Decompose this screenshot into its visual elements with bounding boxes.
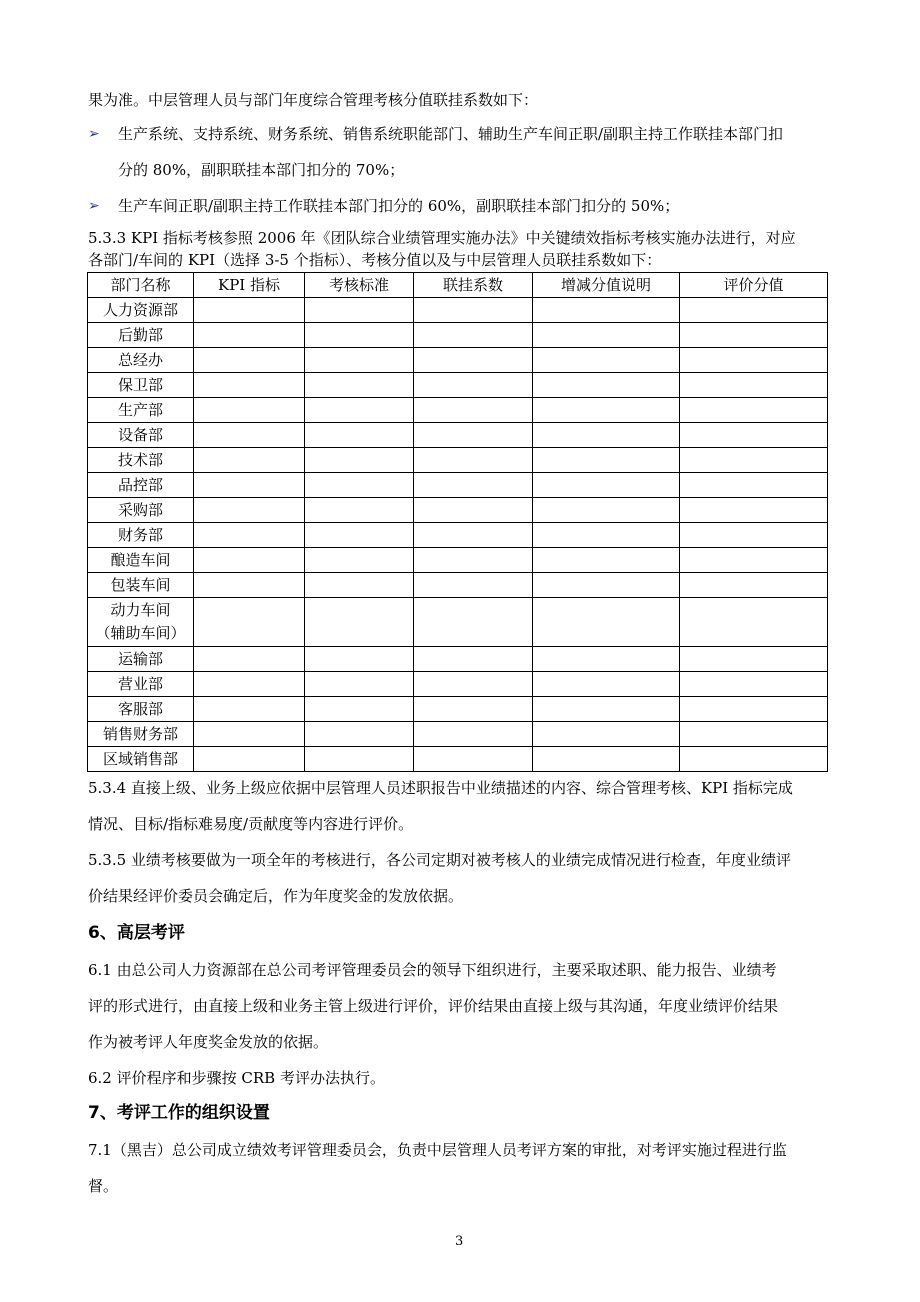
kpi-cell	[194, 298, 305, 323]
department-cell: 采购部	[88, 498, 194, 523]
department-cell: 酿造车间	[88, 548, 194, 573]
section-534-line-2: 情况、目标/指标难易度/贡献度等内容进行评价。	[88, 815, 414, 833]
department-cell: 总经办	[88, 348, 194, 373]
table-row	[88, 348, 828, 373]
coefficient-cell	[414, 548, 533, 573]
score-cell	[680, 722, 828, 747]
coefficient-cell	[414, 423, 533, 448]
adjustment-cell	[533, 548, 680, 573]
kpi-cell	[194, 398, 305, 423]
score-cell	[680, 498, 828, 523]
column-header: KPI 指标	[194, 273, 305, 298]
department-cell: 人力资源部	[88, 298, 194, 323]
score-cell	[680, 647, 828, 672]
score-cell	[680, 448, 828, 473]
adjustment-cell	[533, 498, 680, 523]
table-row	[88, 697, 828, 722]
coefficient-cell	[414, 323, 533, 348]
coefficient-cell	[414, 473, 533, 498]
department-cell: 技术部	[88, 448, 194, 473]
table-row	[88, 747, 828, 772]
adjustment-cell	[533, 323, 680, 348]
standard-cell	[305, 348, 414, 373]
adjustment-cell	[533, 747, 680, 772]
table-header-row	[88, 273, 828, 298]
table-row	[88, 498, 828, 523]
section-62-line: 6.2 评价程序和步骤按 CRB 考评办法执行。	[88, 1069, 385, 1087]
section-71-line-2: 督。	[88, 1177, 119, 1195]
kpi-cell	[194, 473, 305, 498]
adjustment-cell	[533, 722, 680, 747]
coefficient-cell	[414, 398, 533, 423]
department-cell: 生产部	[88, 398, 194, 423]
adjustment-cell	[533, 373, 680, 398]
adjustment-cell	[533, 448, 680, 473]
coefficient-cell	[414, 448, 533, 473]
kpi-cell	[194, 498, 305, 523]
kpi-cell	[194, 697, 305, 722]
kpi-cell	[194, 373, 305, 398]
standard-cell	[305, 398, 414, 423]
kpi-cell	[194, 348, 305, 373]
score-cell	[680, 323, 828, 348]
coefficient-cell	[414, 373, 533, 398]
score-cell	[680, 697, 828, 722]
score-cell	[680, 548, 828, 573]
standard-cell	[305, 323, 414, 348]
department-cell: 保卫部	[88, 373, 194, 398]
kpi-table	[87, 272, 828, 772]
score-cell	[680, 573, 828, 598]
adjustment-cell	[533, 523, 680, 548]
adjustment-cell	[533, 598, 680, 647]
score-cell	[680, 398, 828, 423]
table-row	[88, 573, 828, 598]
kpi-cell	[194, 747, 305, 772]
column-header: 部门名称	[88, 273, 194, 298]
kpi-cell	[194, 647, 305, 672]
kpi-cell	[194, 598, 305, 647]
standard-cell	[305, 672, 414, 697]
section-534-line-1: 5.3.4 直接上级、业务上级应依据中层管理人员述职报告中业绩描述的内容、综合管理考核、KPI 指标完成	[88, 779, 793, 797]
standard-cell	[305, 722, 414, 747]
score-cell	[680, 747, 828, 772]
department-cell: 区域销售部	[88, 747, 194, 772]
paragraph-intro-line: 果为准。中层管理人员与部门年度综合管理考核分值联挂系数如下：	[88, 91, 539, 109]
standard-cell	[305, 498, 414, 523]
standard-cell	[305, 373, 414, 398]
arrow-bullet-icon: ➢	[88, 126, 100, 142]
adjustment-cell	[533, 423, 680, 448]
standard-cell	[305, 473, 414, 498]
adjustment-cell	[533, 348, 680, 373]
department-cell: 后勤部	[88, 323, 194, 348]
kpi-cell	[194, 523, 305, 548]
department-cell: 客服部	[88, 697, 194, 722]
score-cell	[680, 348, 828, 373]
section-533-line-1: 5.3.3 KPI 指标考核参照 2006 年《团队综合业绩管理实施办法》中关键绩效指标考核实施办法进行，对应	[88, 229, 796, 247]
adjustment-cell	[533, 298, 680, 323]
section-71-line-1: 7.1（黑吉）总公司成立绩效考评管理委员会，负责中层管理人员考评方案的审批，对考评实施过程进行监	[88, 1141, 787, 1159]
department-cell: 销售财务部	[88, 722, 194, 747]
table-row	[88, 398, 828, 423]
page-number: 3	[455, 1234, 464, 1249]
table-row	[88, 523, 828, 548]
kpi-cell	[194, 323, 305, 348]
standard-cell	[305, 548, 414, 573]
adjustment-cell	[533, 573, 680, 598]
coefficient-cell	[414, 647, 533, 672]
department-name-line-2: （辅助车间）	[95, 624, 186, 642]
bullet-1-line-2: 分的 80%，副职联挂本部门扣分的 70%；	[118, 161, 405, 179]
column-header: 考核标准	[305, 273, 414, 298]
section-61-line-1: 6.1 由总公司人力资源部在总公司考评管理委员会的领导下组织进行，主要采取述职、能力报告、业绩考	[88, 961, 777, 979]
score-cell	[680, 598, 828, 647]
standard-cell	[305, 298, 414, 323]
department-cell: 包装车间	[88, 573, 194, 598]
coefficient-cell	[414, 672, 533, 697]
section-535-line-2: 价结果经评价委员会确定后，作为年度奖金的发放依据。	[88, 887, 464, 905]
bullet-2-line-1: 生产车间正职/副职主持工作联挂本部门扣分的 60%，副职联挂本部门扣分的 50%；	[118, 197, 680, 215]
section-61-line-2: 评的形式进行，由直接上级和业务主管上级进行评价，评价结果由直接上级与其沟通，年度业绩评价结果	[88, 997, 779, 1015]
score-cell	[680, 473, 828, 498]
adjustment-cell	[533, 473, 680, 498]
department-cell: 财务部	[88, 523, 194, 548]
table-row	[88, 598, 828, 647]
standard-cell	[305, 523, 414, 548]
adjustment-cell	[533, 647, 680, 672]
table-row	[88, 647, 828, 672]
standard-cell	[305, 448, 414, 473]
coefficient-cell	[414, 747, 533, 772]
adjustment-cell	[533, 398, 680, 423]
column-header: 评价分值	[680, 273, 828, 298]
standard-cell	[305, 598, 414, 647]
table-row	[88, 373, 828, 398]
section-533-line-2: 各部门/车间的 KPI（选择 3-5 个指标）、考核分值以及与中层管理人员联挂系数如下：	[88, 251, 662, 269]
department-cell: 设备部	[88, 423, 194, 448]
coefficient-cell	[414, 298, 533, 323]
score-cell	[680, 672, 828, 697]
table-row	[88, 423, 828, 448]
table-row	[88, 448, 828, 473]
table-row	[88, 548, 828, 573]
kpi-cell	[194, 573, 305, 598]
coefficient-cell	[414, 697, 533, 722]
department-cell: 运输部	[88, 647, 194, 672]
standard-cell	[305, 747, 414, 772]
kpi-cell	[194, 722, 305, 747]
coefficient-cell	[414, 573, 533, 598]
adjustment-cell	[533, 697, 680, 722]
coefficient-cell	[414, 348, 533, 373]
score-cell	[680, 523, 828, 548]
arrow-bullet-icon: ➢	[88, 198, 100, 214]
score-cell	[680, 373, 828, 398]
coefficient-cell	[414, 498, 533, 523]
coefficient-cell	[414, 598, 533, 647]
department-cell	[88, 598, 194, 647]
kpi-cell	[194, 548, 305, 573]
section-61-line-3: 作为被考评人年度奖金发放的依据。	[88, 1033, 329, 1051]
standard-cell	[305, 697, 414, 722]
adjustment-cell	[533, 672, 680, 697]
department-cell: 品控部	[88, 473, 194, 498]
heading-section-7: 7、考评工作的组织设置	[88, 1103, 270, 1123]
score-cell	[680, 423, 828, 448]
bullet-1-line-1: 生产系统、支持系统、财务系统、销售系统职能部门、辅助生产车间正职/副职主持工作联挂本部门扣	[118, 125, 784, 143]
section-535-line-1: 5.3.5 业绩考核要做为一项全年的考核进行，各公司定期对被考核人的业绩完成情况进行检查，年度业绩评	[88, 851, 791, 869]
table-row	[88, 722, 828, 747]
standard-cell	[305, 423, 414, 448]
column-header: 增减分值说明	[533, 273, 680, 298]
standard-cell	[305, 573, 414, 598]
table-row	[88, 672, 828, 697]
coefficient-cell	[414, 523, 533, 548]
coefficient-cell	[414, 722, 533, 747]
heading-section-6: 6、高层考评	[88, 923, 185, 943]
score-cell	[680, 298, 828, 323]
kpi-cell	[194, 672, 305, 697]
kpi-cell	[194, 448, 305, 473]
standard-cell	[305, 647, 414, 672]
table-row	[88, 298, 828, 323]
table-row	[88, 473, 828, 498]
column-header: 联挂系数	[414, 273, 533, 298]
department-name-line-1: 动力车间	[110, 601, 171, 619]
department-cell: 营业部	[88, 672, 194, 697]
table-row	[88, 323, 828, 348]
kpi-cell	[194, 423, 305, 448]
